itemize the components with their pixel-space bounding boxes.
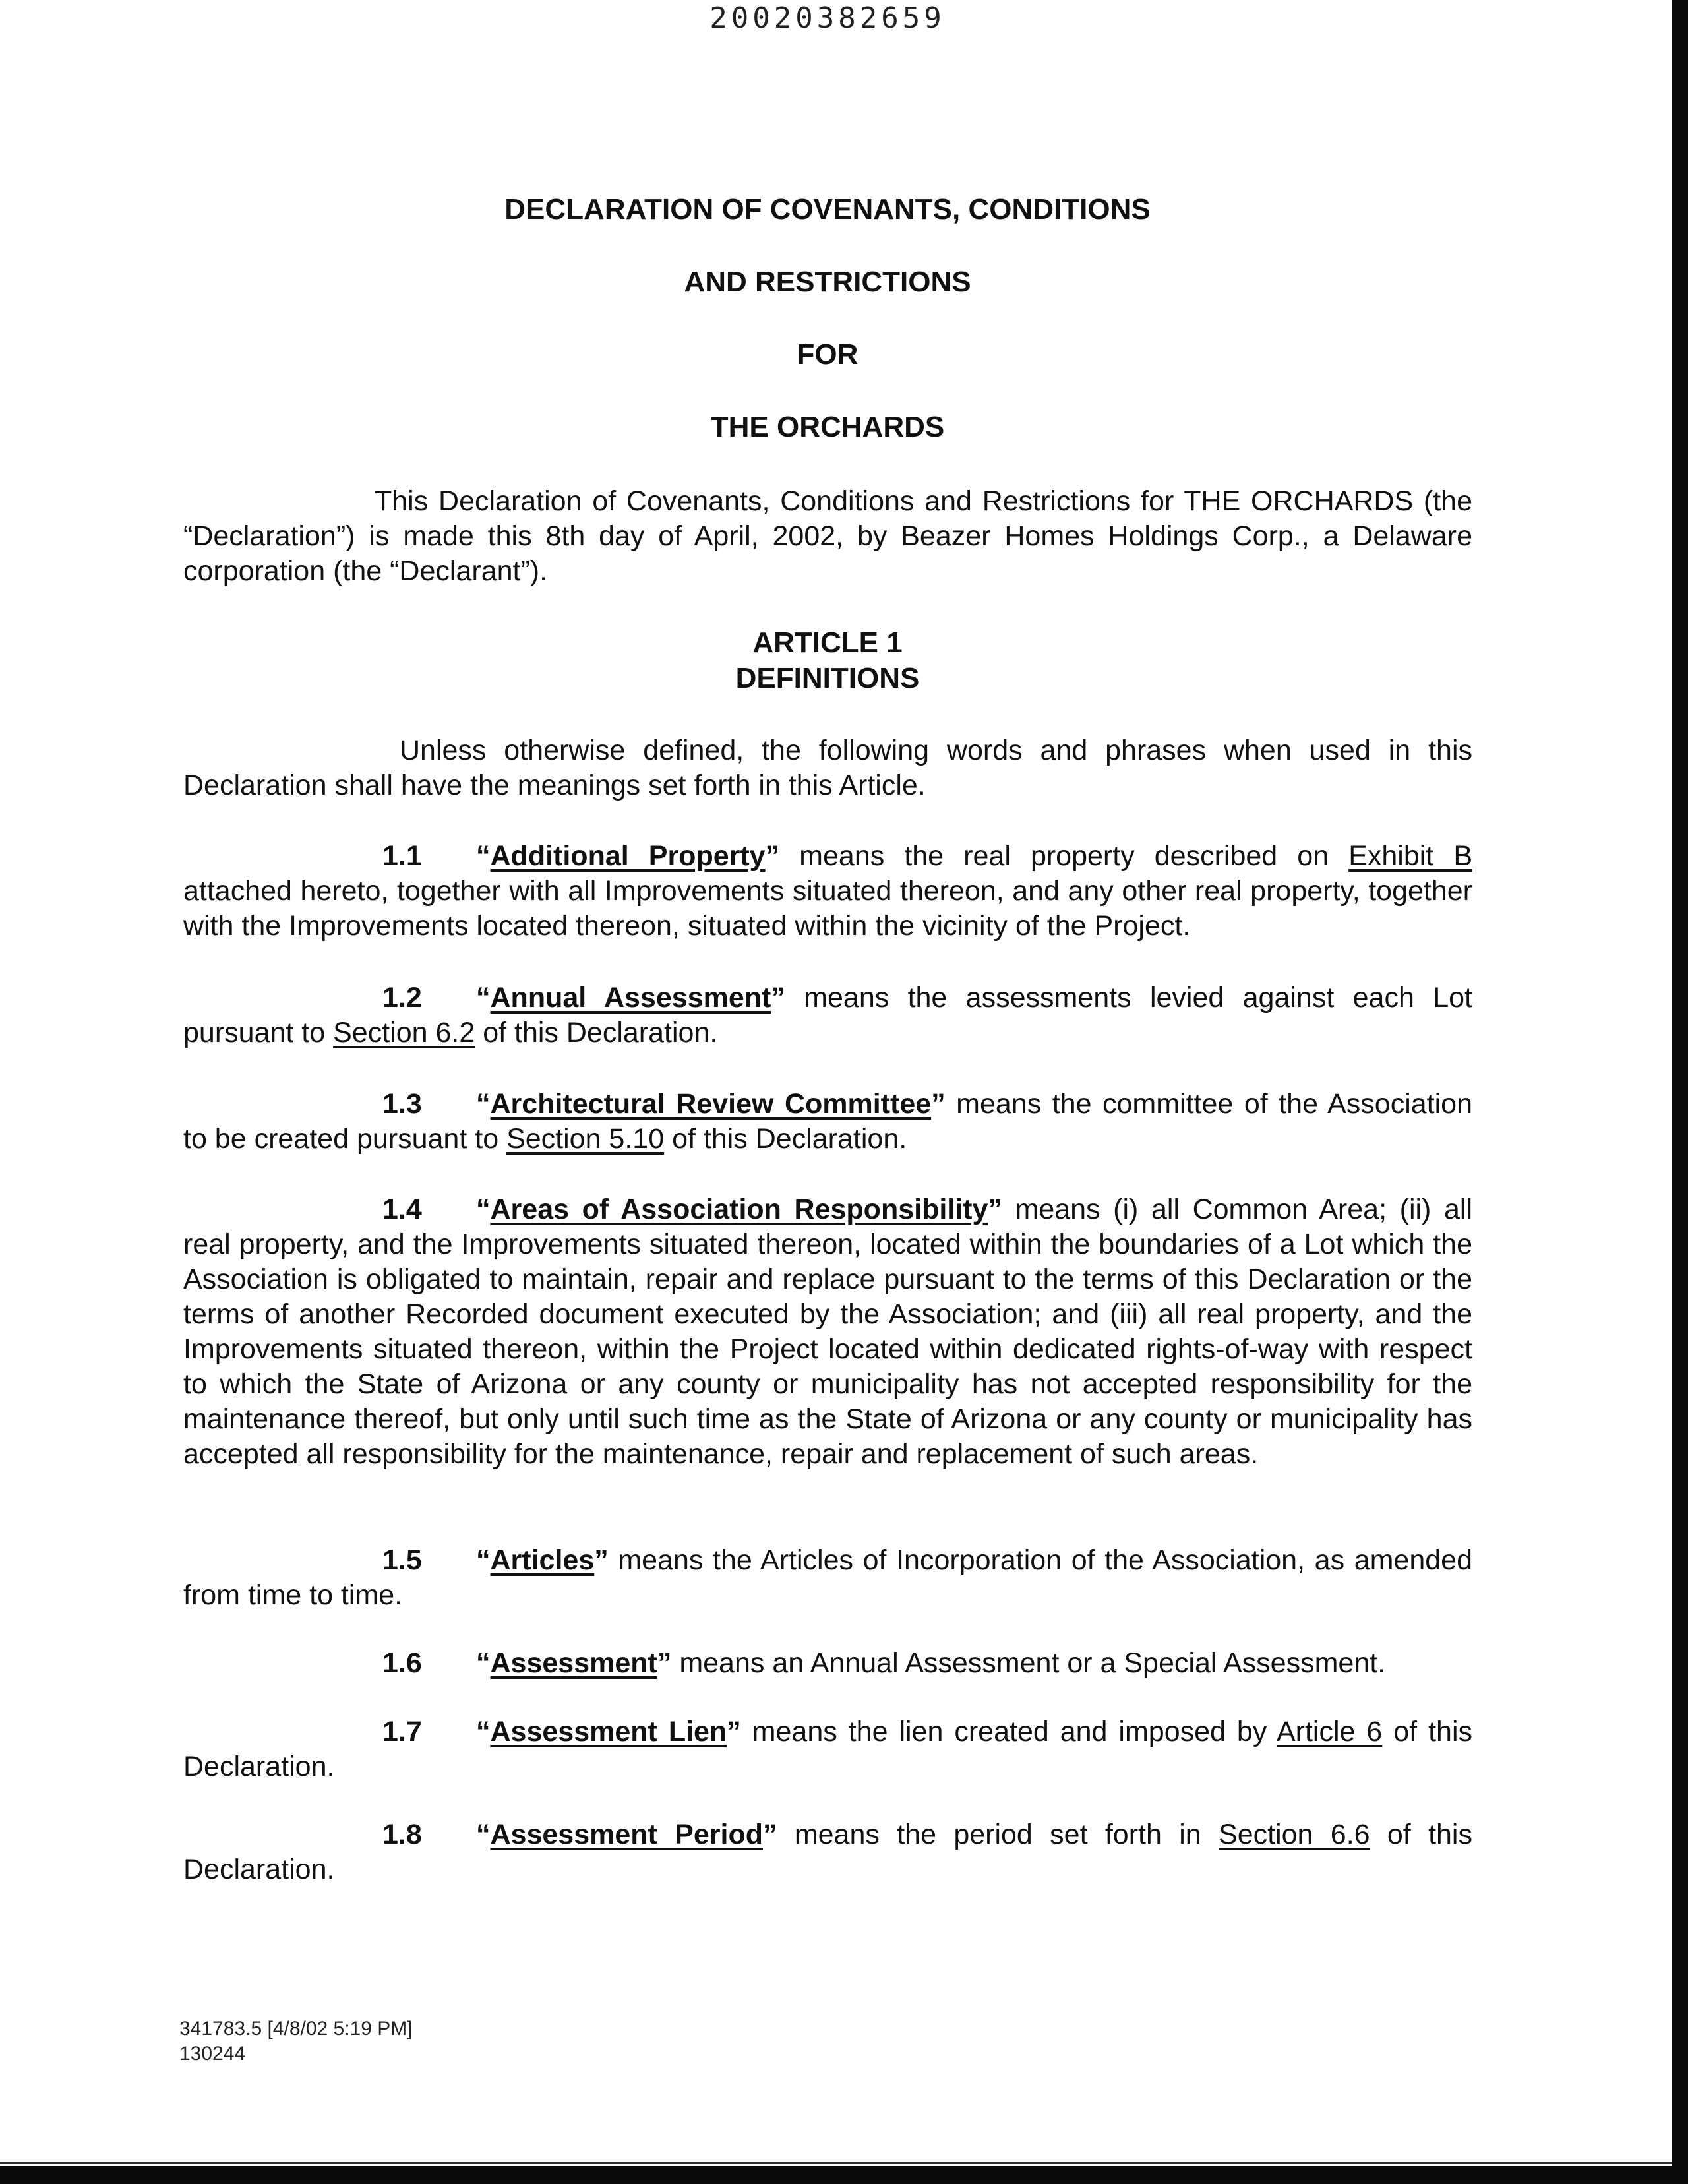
scan-edge-line	[0, 2162, 1675, 2164]
definition-text: means (i) all Common Area; (ii) all real property, and the Improvements situated thereon, located within the boundaries of a Lot which the Association is obligated to maintain, repair and replace pursuant to the terms of this Declaration or the terms of another Recorded document executed by the Association; and (iii) all real property, and the Improvements situated thereon, within the Project located within dedicated rights-of-way with respect to which the State of Arizona or any county or municipality has not accepted responsibility for the maintenance thereof, but only until such time as the State of Arizona or any county or municipality has accepted all responsibility for the maintenance, repair and replacement of such areas.	[183, 1194, 1472, 1470]
definition-text: of this Declaration.	[183, 1819, 1472, 1885]
definition-text: of this Declaration.	[664, 1123, 907, 1155]
definition-1-3: 1.3 “Architectural Review Committee” means the committee of the Association to be created pursuant to Section 5.10 of this Declaration.	[183, 1088, 1473, 1155]
definition-1-2: 1.2 “Annual Assessment” means the assessments levied against each Lot pursuant to Section 6.2 of this Declaration.	[183, 982, 1472, 1048]
definition-number: 1.3	[382, 1088, 422, 1120]
document-number: 20020382659	[709, 1, 946, 35]
defined-term: Architectural Review Committee	[490, 1088, 932, 1120]
definition-1-8: 1.8 “Assessment Period” means the period set forth in Section 6.6 of this Declaration.	[183, 1819, 1472, 1885]
scan-edge-bottom	[0, 2166, 1688, 2184]
defined-term: Assessment	[490, 1647, 657, 1679]
title-line-2: AND RESTRICTIONS	[684, 266, 971, 298]
definition-1-5: 1.5 “Articles” means the Articles of Incorporation of the Association, as amended from time to time.	[183, 1544, 1472, 1611]
defined-term: Assessment Lien	[490, 1716, 727, 1747]
article-number: ARTICLE 1	[752, 626, 903, 659]
definition-number: 1.2	[382, 982, 422, 1014]
scan-edge-right	[1672, 0, 1688, 2184]
cross-reference: Exhibit B	[1348, 840, 1473, 872]
definition-text: means the committee of the Association to be created pursuant to	[183, 1088, 1473, 1155]
footer-reference	[179, 2017, 413, 2067]
definition-number: 1.8	[382, 1819, 422, 1850]
defined-term: Assessment Period	[490, 1819, 763, 1850]
defined-term: Areas of Association Responsibility	[490, 1194, 988, 1225]
cross-reference: Article 6	[1276, 1716, 1383, 1747]
definition-number: 1.7	[382, 1716, 422, 1747]
definition-number: 1.4	[382, 1194, 422, 1225]
definition-text: means the lien created and imposed by	[740, 1716, 1277, 1747]
definition-text: attached hereto, together with all Improvements situated thereon, and any other real property, together with the Improvements located thereon, situated within the vicinity of the Project.	[183, 875, 1472, 942]
definition-text: of this Declaration.	[183, 1716, 1472, 1782]
footer-line-1: 341783.5 [4/8/02 5:19 PM]	[179, 2018, 413, 2040]
definition-text: means the period set forth in	[777, 1819, 1219, 1850]
cross-reference: Section 5.10	[506, 1123, 665, 1155]
definition-number: 1.6	[382, 1647, 422, 1679]
definition-text: means the real property described on	[779, 840, 1349, 872]
article-intro-paragraph	[183, 733, 1472, 803]
footer-line-2: 130244	[179, 2043, 246, 2065]
defined-term: Additional Property	[490, 840, 766, 872]
definition-number: 1.1	[382, 840, 422, 872]
definition-1-4: 1.4 “Areas of Association Responsibility” means (i) all Common Area; (ii) all real property, and the Improvements situated thereon, located within the boundaries of a Lot which the Association is obligated to maintain, repair and replace pursuant to the terms of this Declaration or the terms of another Recorded document executed by the Association; and (iii) all real property, and the Improvements situated thereon, within the Project located within dedicated rights-of-way with respect to which the State of Arizona or any county or municipality has not accepted responsibility for the maintenance thereof, but only until such time as the State of Arizona or any county or municipality has accepted all responsibility for the maintenance, repair and replacement of such areas.	[183, 1194, 1472, 1470]
definition-1-1: 1.1 “Additional Property” means the real property described on Exhibit B attached hereto, together with all Improvements situated thereon, and any other real property, together with the Improvements located thereon, situated within the vicinity of the Project.	[183, 840, 1473, 942]
article-intro-text: Unless otherwise defined, the following words and phrases when used in this Declaration shall have the meanings set forth in this Article.	[183, 735, 1472, 801]
definition-text: of this Declaration.	[475, 1017, 718, 1048]
definition-1-7: 1.7 “Assessment Lien” means the lien created and imposed by Article 6 of this Declaration.	[183, 1716, 1472, 1782]
definition-1-6: 1.6 “Assessment” means an Annual Assessment or a Special Assessment.	[183, 1646, 1472, 1681]
defined-term: Articles	[490, 1544, 595, 1576]
definition-text: means an Annual Assessment or a Special Assessment.	[671, 1647, 1386, 1679]
title-line-3: FOR	[797, 338, 859, 371]
intro-paragraph	[183, 484, 1472, 589]
cross-reference: Section 6.6	[1219, 1819, 1370, 1850]
intro-text: This Declaration of Covenants, Conditions and Restrictions for THE ORCHARDS (the “Declaration”) is made this 8th day of April, 2002, by Beazer Homes Holdings Corp., a Delaware corporation (the “Declarant”).	[183, 485, 1472, 587]
definition-text: means the Articles of Incorporation of the Association, as amended from time to time.	[183, 1544, 1472, 1611]
article-title: DEFINITIONS	[735, 662, 920, 694]
cross-reference: Section 6.2	[333, 1017, 475, 1048]
defined-term: Annual Assessment	[490, 982, 771, 1014]
title-line-1: DECLARATION OF COVENANTS, CONDITIONS	[504, 193, 1151, 226]
definition-number: 1.5	[382, 1544, 422, 1576]
definition-text: means the assessments levied against each Lot pursuant to	[183, 982, 1472, 1048]
title-line-4: THE ORCHARDS	[710, 411, 945, 443]
